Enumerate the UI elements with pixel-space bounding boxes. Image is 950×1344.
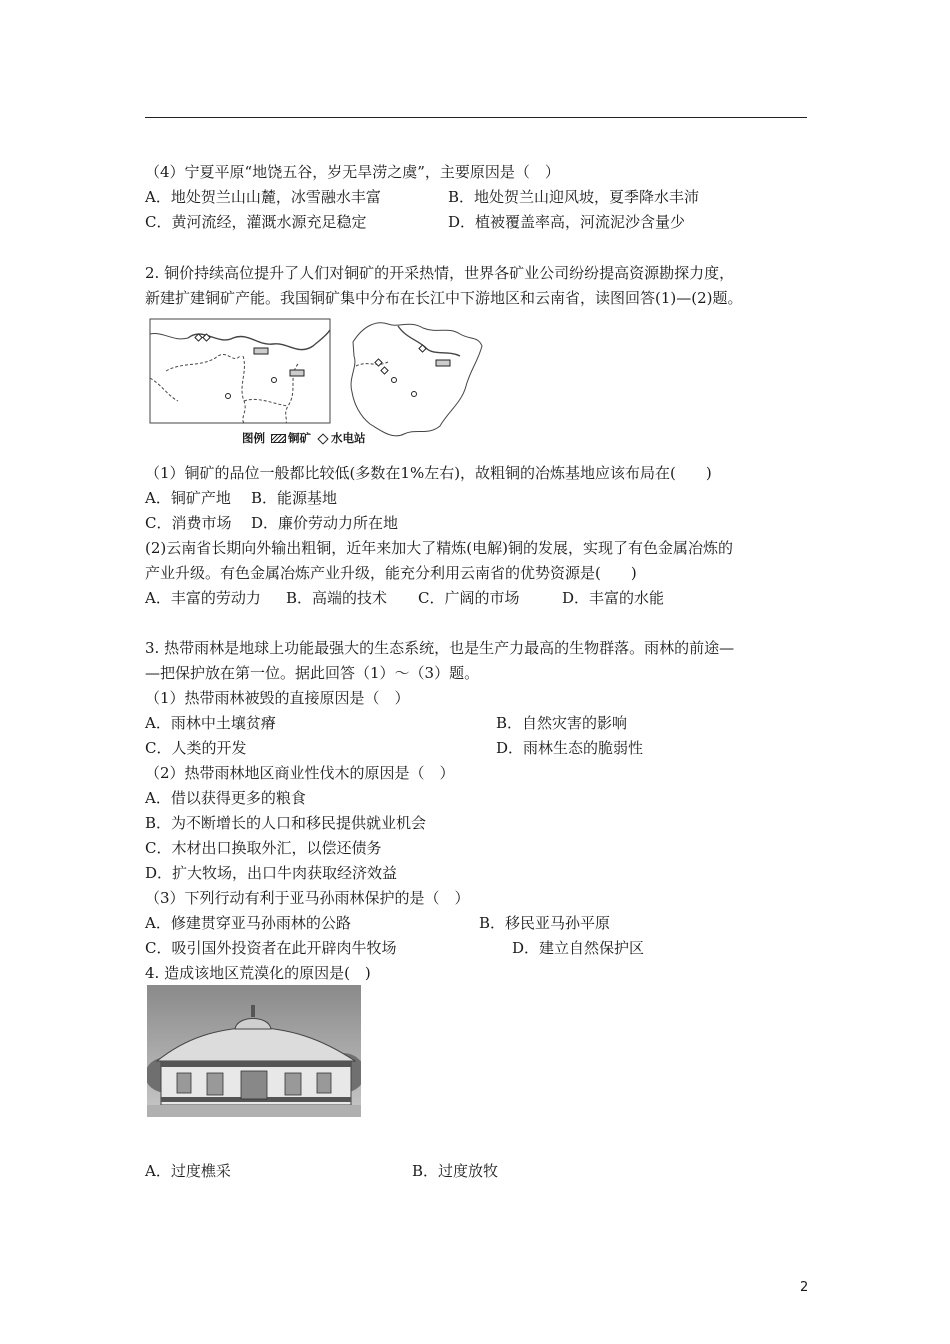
option-c: C．人类的开发 (145, 739, 247, 757)
legend-hydro: 水电站 (331, 431, 366, 445)
header-rule (145, 117, 807, 118)
option-b: B．为不断增长的人口和移民提供就业机会 (145, 814, 427, 832)
map-legend (242, 431, 366, 445)
option-d: D．廉价劳动力所在地 (251, 514, 399, 532)
option-c: C．吸引国外投资者在此开辟肉牛牧场 (145, 939, 397, 957)
option-a: A．雨林中土壤贫瘠 (145, 714, 276, 732)
option-b: B．过度放牧 (412, 1162, 499, 1180)
option-b: B．移民亚马孙平原 (479, 914, 611, 932)
legend-copper: 铜矿 (288, 431, 311, 445)
option-a: A．过度樵采 (145, 1162, 231, 1180)
yurt-photo (147, 985, 361, 1117)
option-b: B．地处贺兰山迎风坡，夏季降水丰沛 (448, 188, 700, 206)
option-d: D．植被覆盖率高，河流泥沙含量少 (448, 213, 686, 231)
question-intro-line: 2. 铜价持续高位提升了人们对铜矿的开采热情，世界各矿业公司纷纷提高资源勘探力度， (145, 264, 735, 282)
copper-swatch-icon (271, 434, 286, 443)
question-intro-line: 3. 热带雨林是地球上功能最强大的生态系统，也是生产力最高的生物群落。雨林的前途— (145, 639, 735, 657)
option-d: D．扩大牧场，出口牛肉获取经济效益 (145, 864, 398, 882)
question-stem: （1）铜矿的品位一般都比较低(多数在1%左右)，故粗铜的冶炼基地应该布局在( ) (145, 464, 712, 482)
option-c: C．黄河流经，灌溉水源充足稳定 (145, 213, 367, 231)
option-d: D．丰富的水能 (562, 589, 665, 607)
option-c: C．广阔的市场 (418, 589, 520, 607)
legend-title: 图例 (242, 431, 265, 445)
copper-map-figure (148, 316, 484, 446)
page-number: 2 (800, 1280, 809, 1295)
question-stem: （3）下列行动有利于亚马孙雨林保护的是（ ） (145, 889, 470, 907)
question-stem: (2)云南省长期向外输出粗铜，近年来加大了精炼(电解)铜的发展，实现了有色金属冶炼的 (145, 539, 733, 557)
question-intro-line: —把保护放在第一位。据此回答（1）～（3）题。 (145, 664, 480, 682)
option-b: B．能源基地 (251, 489, 338, 507)
option-c: C．木材出口换取外汇，以偿还债务 (145, 839, 382, 857)
option-a: A．借以获得更多的粮食 (145, 789, 306, 807)
question-stem: （4）宁夏平原“地饶五谷，岁无旱涝之虞”，主要原因是（ ） (145, 163, 560, 181)
option-a: A．丰富的劳动力 (145, 589, 261, 607)
option-a: A．修建贯穿亚马孙雨林的公路 (145, 914, 351, 932)
option-a: A．地处贺兰山山麓，冰雪融水丰富 (145, 188, 381, 206)
option-c: C．消费市场 (145, 514, 232, 532)
question-stem: 4. 造成该地区荒漠化的原因是( ) (145, 964, 371, 982)
question-stem: （1）热带雨林被毁的直接原因是（ ） (145, 689, 410, 707)
option-a: A．铜矿产地 (145, 489, 231, 507)
option-d: D．建立自然保护区 (512, 939, 645, 957)
option-b: B．自然灾害的影响 (496, 714, 628, 732)
option-d: D．雨林生态的脆弱性 (496, 739, 644, 757)
hydro-station-icon (317, 433, 328, 444)
question-intro-line: 新建扩建铜矿产能。我国铜矿集中分布在长江中下游地区和云南省，读图回答(1)—(2)题。 (145, 289, 743, 307)
option-b: B．高端的技术 (286, 589, 388, 607)
question-stem: 产业升级。有色金属冶炼产业升级，能充分利用云南省的优势资源是( ) (145, 564, 637, 582)
question-stem: （2）热带雨林地区商业性伐木的原因是（ ） (145, 764, 455, 782)
